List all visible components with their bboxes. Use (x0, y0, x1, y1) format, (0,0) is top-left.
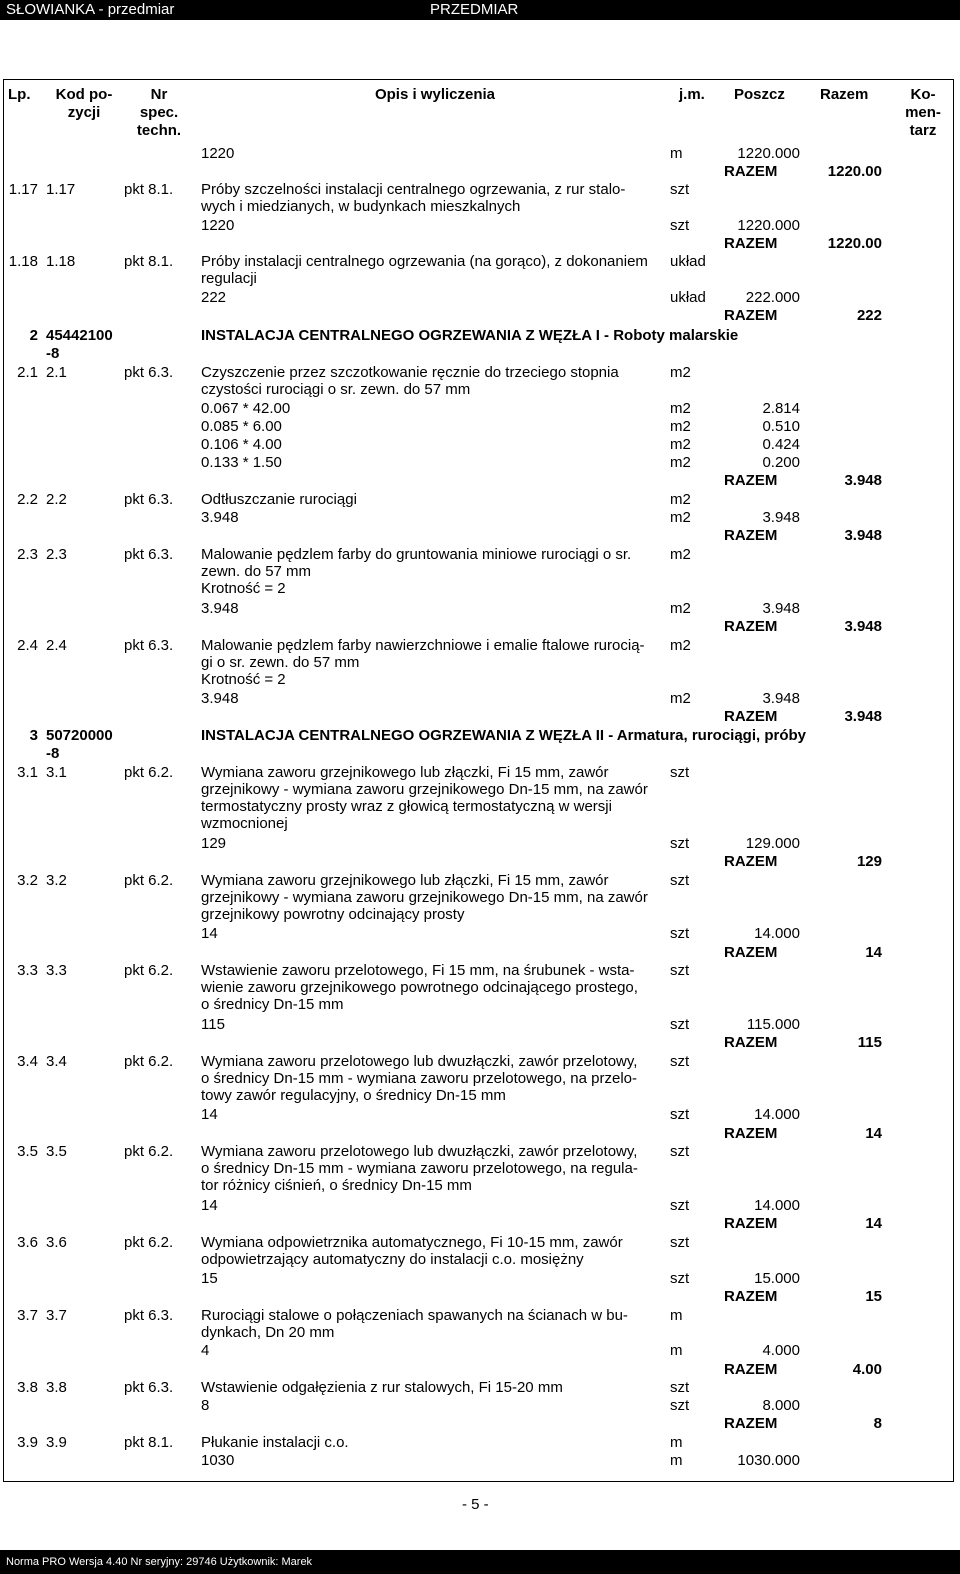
calc-poszcz: 0.510 (762, 418, 800, 435)
item-opis: Wymiana zaworu przelotowego lub dwuzłączki, zawór przelotowy, o średnicy Dn-15 mm - wymiana zaworu przelotowego, na regula- tor różnicy ciśnień, o średnicy Dn-15 mm (201, 1143, 638, 1194)
item-jm: m (670, 1307, 683, 1324)
calc-jm: m2 (670, 400, 691, 417)
item-lp: 2.4 (17, 637, 38, 654)
item-lp: 3.3 (17, 962, 38, 979)
calc-expression: 1220 (201, 217, 235, 234)
item-lp: 3.5 (17, 1143, 38, 1160)
col-header-lp: Lp. (8, 86, 31, 103)
calc-expression: 1030 (201, 1452, 235, 1469)
col-header-opis: Opis i wyliczenia (374, 86, 496, 103)
item-nr-spec: pkt 8.1. (124, 181, 174, 198)
razem-label: RAZEM (724, 527, 778, 544)
calc-expression: 1220 (201, 145, 235, 162)
calc-poszcz: 15.000 (754, 1270, 800, 1287)
item-nr-spec: pkt 6.2. (124, 872, 174, 889)
calc-jm: m2 (670, 454, 691, 471)
calc-expression: 0.106 * 4.00 (201, 436, 282, 453)
item-nr-spec: pkt 8.1. (124, 1434, 174, 1451)
col-header-nr-spec: Nr spec. techn. (136, 86, 182, 139)
calc-poszcz: 14.000 (754, 925, 800, 942)
razem-value: 15 (865, 1288, 882, 1305)
razem-value: 3.948 (844, 472, 882, 489)
item-opis: Czyszczenie przez szczotkowanie ręcznie do trzeciego stopnia czystości rurociągi o sr. zewn. do 57 mm (201, 364, 619, 398)
calc-jm: szt (670, 1016, 690, 1033)
item-nr-spec: pkt 6.3. (124, 1307, 174, 1324)
item-lp: 2.2 (17, 491, 38, 508)
item-lp: 2.1 (17, 364, 38, 381)
calc-expression: 14 (201, 1197, 218, 1214)
item-opis: Wymiana zaworu przelotowego lub dwuzłączki, zawór przelotowy, o średnicy Dn-15 mm - wymiana zaworu przelotowego, na przelo- towy zawór regulacyjny, o średnicy Dn-15 mm (201, 1053, 638, 1104)
item-opis: Wstawienie odgałęzienia z rur stalowych, Fi 15-20 mm (201, 1379, 563, 1396)
calc-expression: 3.948 (201, 690, 239, 707)
razem-value: 3.948 (844, 618, 882, 635)
item-opis: Malowanie pędzlem farby do gruntowania miniowe rurociągi o sr. zewn. do 57 mm Krotność = 2 (201, 546, 632, 597)
item-kod: 3.6 (46, 1234, 67, 1251)
calc-jm: szt (670, 217, 690, 234)
item-jm: szt (670, 1379, 690, 1396)
razem-value: 115 (857, 1034, 882, 1051)
razem-label: RAZEM (724, 163, 778, 180)
item-kod: 3.8 (46, 1379, 67, 1396)
section-lp: 3 (29, 727, 38, 744)
calc-jm: m (670, 1452, 683, 1469)
item-kod: 1.17 (46, 181, 76, 198)
calc-poszcz: 14.000 (754, 1197, 800, 1214)
item-nr-spec: pkt 6.2. (124, 962, 174, 979)
item-kod: 2.3 (46, 546, 67, 563)
item-opis: Wymiana odpowietrznika automatycznego, Fi 10-15 mm, zawór odpowietrzający automatyczny do instalacji c.o. mosiężny (201, 1234, 623, 1268)
calc-expression: 8 (201, 1397, 210, 1414)
calc-poszcz: 1030.000 (737, 1452, 800, 1469)
razem-label: RAZEM (724, 1415, 778, 1432)
item-jm: m2 (670, 546, 691, 563)
calc-expression: 14 (201, 1106, 218, 1123)
razem-label: RAZEM (724, 944, 778, 961)
section-title: INSTALACJA CENTRALNEGO OGRZEWANIA Z WĘZŁA I - Roboty malarskie (201, 327, 739, 344)
calc-expression: 15 (201, 1270, 218, 1287)
item-kod: 2.1 (46, 364, 67, 381)
calc-poszcz: 2.814 (762, 400, 800, 417)
razem-value: 129 (856, 853, 882, 870)
item-lp: 3.2 (17, 872, 38, 889)
section-kod: 50720000 -8 (46, 727, 113, 762)
item-opis: Próby szczelności instalacji centralnego ogrzewania, z rur stalo- wych i miedzianych, w budynkach mieszkalnych (201, 181, 626, 215)
calc-jm: m2 (670, 509, 691, 526)
calc-jm: m2 (670, 600, 691, 617)
calc-jm: m (670, 145, 683, 162)
calc-poszcz: 3.948 (762, 600, 800, 617)
razem-value: 4.00 (852, 1361, 882, 1378)
item-kod: 3.4 (46, 1053, 67, 1070)
item-nr-spec: pkt 6.2. (124, 1143, 174, 1160)
calc-poszcz: 4.000 (762, 1342, 800, 1359)
razem-label: RAZEM (724, 1361, 778, 1378)
item-nr-spec: pkt 6.3. (124, 491, 174, 508)
razem-label: RAZEM (724, 618, 778, 635)
item-nr-spec: pkt 6.2. (124, 1234, 174, 1251)
razem-label: RAZEM (724, 1034, 778, 1051)
calc-expression: 3.948 (201, 600, 239, 617)
calc-expression: 0.133 * 1.50 (201, 454, 282, 471)
calc-jm: szt (670, 1270, 690, 1287)
page-number: - 5 - (462, 1496, 489, 1513)
calc-poszcz: 1220.000 (737, 217, 800, 234)
item-opis: Rurociągi stalowe o połączeniach spawanych na ścianach w bu- dynkach, Dn 20 mm (201, 1307, 628, 1341)
calc-jm: szt (670, 925, 690, 942)
item-lp: 3.1 (17, 764, 38, 781)
item-opis: Malowanie pędzlem farby nawierzchniowe i emalie ftalowe rurocią- gi o sr. zewn. do 57 mm Krotność = 2 (201, 637, 645, 688)
razem-value: 1220.00 (827, 163, 882, 180)
section-kod: 45442100 -8 (46, 327, 113, 362)
item-jm: szt (670, 764, 690, 781)
item-lp: 1.17 (8, 181, 38, 198)
item-nr-spec: pkt 6.2. (124, 1053, 174, 1070)
calc-jm: układ (670, 289, 706, 306)
item-kod: 3.9 (46, 1434, 67, 1451)
item-kod: 3.7 (46, 1307, 67, 1324)
col-header-komentarz: Ko- men- tarz (905, 86, 941, 139)
razem-label: RAZEM (724, 1288, 778, 1305)
item-lp: 3.9 (17, 1434, 38, 1451)
razem-value: 14 (865, 944, 882, 961)
item-lp: 1.18 (8, 253, 38, 270)
calc-jm: szt (670, 1397, 690, 1414)
razem-label: RAZEM (724, 1215, 778, 1232)
razem-value: 1220.00 (827, 235, 882, 252)
calc-expression: 222 (201, 289, 227, 306)
item-lp: 2.3 (17, 546, 38, 563)
calc-expression: 3.948 (201, 509, 239, 526)
calc-poszcz: 1220.000 (737, 145, 800, 162)
calc-jm: m (670, 1342, 683, 1359)
col-header-razem: Razem (820, 86, 869, 103)
page-header-bar (0, 0, 960, 20)
calc-poszcz: 14.000 (754, 1106, 800, 1123)
razem-value: 14 (865, 1125, 882, 1142)
item-nr-spec: pkt 6.3. (124, 364, 174, 381)
col-header-kod: Kod po- zycji (55, 86, 113, 121)
item-kod: 3.3 (46, 962, 67, 979)
razem-label: RAZEM (724, 307, 778, 324)
item-lp: 3.6 (17, 1234, 38, 1251)
calc-jm: szt (670, 1106, 690, 1123)
item-lp: 3.7 (17, 1307, 38, 1324)
item-jm: m2 (670, 637, 691, 654)
header-document-title: SŁOWIANKA - przedmiar (6, 1, 175, 18)
item-kod: 3.5 (46, 1143, 67, 1160)
item-nr-spec: pkt 6.3. (124, 637, 174, 654)
calc-poszcz: 0.200 (762, 454, 800, 471)
item-jm: m2 (670, 491, 691, 508)
header-section-title: PRZEDMIAR (430, 1, 519, 18)
section-title: INSTALACJA CENTRALNEGO OGRZEWANIA Z WĘZŁA II - Armatura, rurociągi, próby (201, 727, 807, 744)
calc-jm: szt (670, 835, 690, 852)
item-lp: 3.8 (17, 1379, 38, 1396)
item-lp: 3.4 (17, 1053, 38, 1070)
calc-poszcz: 222.000 (745, 289, 800, 306)
calc-jm: szt (670, 1197, 690, 1214)
item-jm: szt (670, 1053, 690, 1070)
item-nr-spec: pkt 6.3. (124, 1379, 174, 1396)
razem-label: RAZEM (724, 1125, 778, 1142)
item-kod: 3.1 (46, 764, 67, 781)
calc-poszcz: 8.000 (762, 1397, 800, 1414)
item-jm: szt (670, 1234, 690, 1251)
item-jm: szt (670, 181, 690, 198)
calc-poszcz: 3.948 (762, 509, 800, 526)
footer-software-info: Norma PRO Wersja 4.40 Nr seryjny: 29746 Użytkownik: Marek (6, 1556, 313, 1568)
item-nr-spec: pkt 6.2. (124, 764, 174, 781)
calc-expression: 115 (201, 1016, 225, 1033)
item-kod: 2.4 (46, 637, 67, 654)
item-opis: Próby instalacji centralnego ogrzewania (na gorąco), z dokonaniem regulacji (201, 253, 648, 287)
item-opis: Wstawienie zaworu przelotowego, Fi 15 mm, na śrubunek - wsta- wienie zaworu grzejnikowego powrotnego odcinającego prostego, o średnicy Dn-15 mm (201, 962, 638, 1013)
item-jm: szt (670, 872, 690, 889)
razem-label: RAZEM (724, 708, 778, 725)
calc-jm: m2 (670, 436, 691, 453)
item-jm: szt (670, 1143, 690, 1160)
calc-expression: 129 (201, 835, 227, 852)
item-opis: Odtłuszczanie rurociągi (201, 491, 357, 508)
razem-value: 222 (856, 307, 882, 324)
calc-expression: 4 (201, 1342, 210, 1359)
razem-value: 8 (873, 1415, 882, 1432)
razem-value: 14 (865, 1215, 882, 1232)
item-jm: m (670, 1434, 683, 1451)
section-lp: 2 (29, 327, 38, 344)
item-jm: szt (670, 962, 690, 979)
razem-value: 3.948 (844, 708, 882, 725)
item-kod: 1.18 (46, 253, 76, 270)
calc-expression: 0.067 * 42.00 (201, 400, 291, 417)
calc-poszcz: 129.000 (745, 835, 800, 852)
col-header-poszcz: Poszcz (734, 86, 785, 103)
col-header-jm: j.m. (679, 86, 705, 103)
item-opis: Wymiana zaworu grzejnikowego lub złączki, Fi 15 mm, zawór grzejnikowy - wymiana zaworu grzejnikowego Dn-15 mm, na zawór termostatyczny prosty wraz z głowicą termostatyczną w wersji wzmocnionej (201, 764, 648, 832)
calc-poszcz: 115.000 (746, 1016, 800, 1033)
calc-poszcz: 0.424 (762, 436, 800, 453)
page-footer-bar (0, 1550, 960, 1574)
calc-jm: m2 (670, 418, 691, 435)
calc-expression: 14 (201, 925, 218, 942)
calc-poszcz: 3.948 (762, 690, 800, 707)
item-opis: Płukanie instalacji c.o. (201, 1434, 349, 1451)
item-nr-spec: pkt 8.1. (124, 253, 174, 270)
razem-value: 3.948 (844, 527, 882, 544)
item-nr-spec: pkt 6.3. (124, 546, 174, 563)
calc-expression: 0.085 * 6.00 (201, 418, 282, 435)
item-kod: 2.2 (46, 491, 67, 508)
item-kod: 3.2 (46, 872, 67, 889)
item-jm: m2 (670, 364, 691, 381)
razem-label: RAZEM (724, 235, 778, 252)
item-jm: układ (670, 253, 706, 270)
razem-label: RAZEM (724, 472, 778, 489)
item-opis: Wymiana zaworu grzejnikowego lub złączki, Fi 15 mm, zawór grzejnikowy - wymiana zaworu grzejnikowego Dn-15 mm, na zawór grzejnikowy powrotny odcinający prosty (201, 872, 648, 923)
calc-jm: m2 (670, 690, 691, 707)
razem-label: RAZEM (724, 853, 778, 870)
